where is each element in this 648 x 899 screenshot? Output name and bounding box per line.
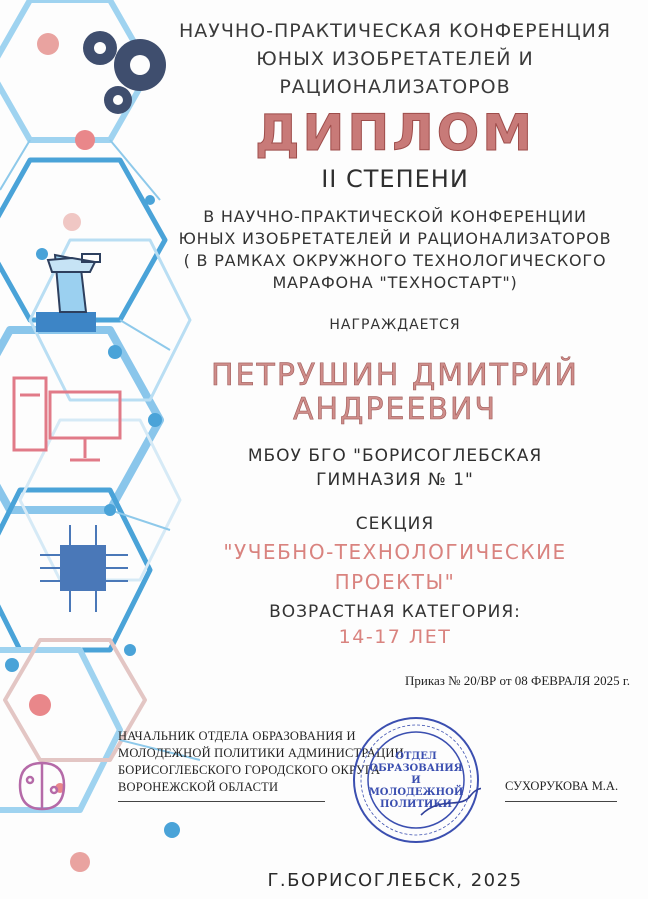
- section-label: СЕКЦИЯ: [355, 514, 435, 534]
- signature-line-left: [118, 801, 325, 802]
- school-line1: МБОУ БГО "БОРИСОГЛЕБСКАЯ: [247, 446, 543, 466]
- diploma-degree: II СТЕПЕНИ: [321, 165, 469, 193]
- subtitle-line3: ( В РАМКАХ ОКРУЖНОГО ТЕХНОЛОГИЧЕСКОГО: [183, 251, 607, 270]
- age-category-value: 14-17 ЛЕТ: [338, 626, 452, 648]
- svg-text:ОБРАЗОВАНИЯ: ОБРАЗОВАНИЯ: [369, 763, 463, 774]
- subtitle-line2: ЮНЫХ ИЗОБРЕТАТЕЛЕЙ И РАЦИОНАЛИЗАТОРОВ: [178, 229, 612, 248]
- svg-text:МОЛОДЕЖНОЙ: МОЛОДЕЖНОЙ: [368, 787, 464, 798]
- awarded-label: НАГРАЖДАЕТСЯ: [329, 317, 461, 333]
- recipient-name-line2: АНДРЕЕВИЧ: [292, 392, 498, 427]
- svg-text:И: И: [411, 775, 421, 786]
- footer-city-year: Г.БОРИСОГЛЕБСК, 2025: [267, 870, 523, 891]
- svg-text:ПОЛИТИКИ: ПОЛИТИКИ: [380, 799, 452, 810]
- conference-header-line2: ЮНЫХ ИЗОБРЕТАТЕЛЕЙ И: [256, 48, 534, 70]
- signature-line-right: [505, 801, 617, 802]
- official-stamp: [351, 715, 481, 845]
- order-reference: Приказ № 20/ВР от 08 ФЕВРАЛЯ 2025 г.: [405, 673, 630, 688]
- gears-icon: [83, 31, 166, 114]
- recipient-name-line1: ПЕТРУШИН ДМИТРИЙ: [211, 358, 579, 393]
- signatory-title-line4: ВОРОНЕЖСКОЙ ОБЛАСТИ: [118, 780, 279, 794]
- age-category-label: ВОЗРАСТНАЯ КАТЕГОРИЯ:: [269, 602, 521, 622]
- svg-text:ОТДЕЛ: ОТДЕЛ: [395, 751, 437, 762]
- signatory-title-line3: БОРИСОГЛЕБСКОГО ГОРОДСКОГО ОКРУГА: [118, 763, 381, 777]
- conference-header-line1: НАУЧНО-ПРАКТИЧЕСКАЯ КОНФЕРЕНЦИЯ: [178, 20, 612, 42]
- signatory-title-line2: МОЛОДЕЖНОЙ ПОЛИТИКИ АДМИНИСТРАЦИИ: [118, 746, 404, 760]
- subtitle-line4: МАРАФОНА "ТЕХНОСТАРТ"): [272, 273, 518, 292]
- section-line2: ПРОЕКТЫ": [334, 570, 456, 594]
- signatory-name: СУХОРУКОВА М.А.: [505, 779, 619, 793]
- conference-header-line3: РАЦИОНАЛИЗАТОРОВ: [279, 76, 511, 98]
- school-line2: ГИМНАЗИЯ № 1": [316, 470, 474, 490]
- robot-arm-icon: [36, 254, 100, 332]
- section-line1: "УЧЕБНО-ТЕХНОЛОГИЧЕСКИЕ: [223, 540, 567, 564]
- chip-icon: [40, 525, 128, 612]
- diploma-title: ДИПЛОМ: [254, 104, 535, 162]
- subtitle-line1: В НАУЧНО-ПРАКТИЧЕСКОЙ КОНФЕРЕНЦИИ: [203, 207, 587, 226]
- signatory-title-line1: НАЧАЛЬНИК ОТДЕЛА ОБРАЗОВАНИЯ И: [118, 729, 356, 743]
